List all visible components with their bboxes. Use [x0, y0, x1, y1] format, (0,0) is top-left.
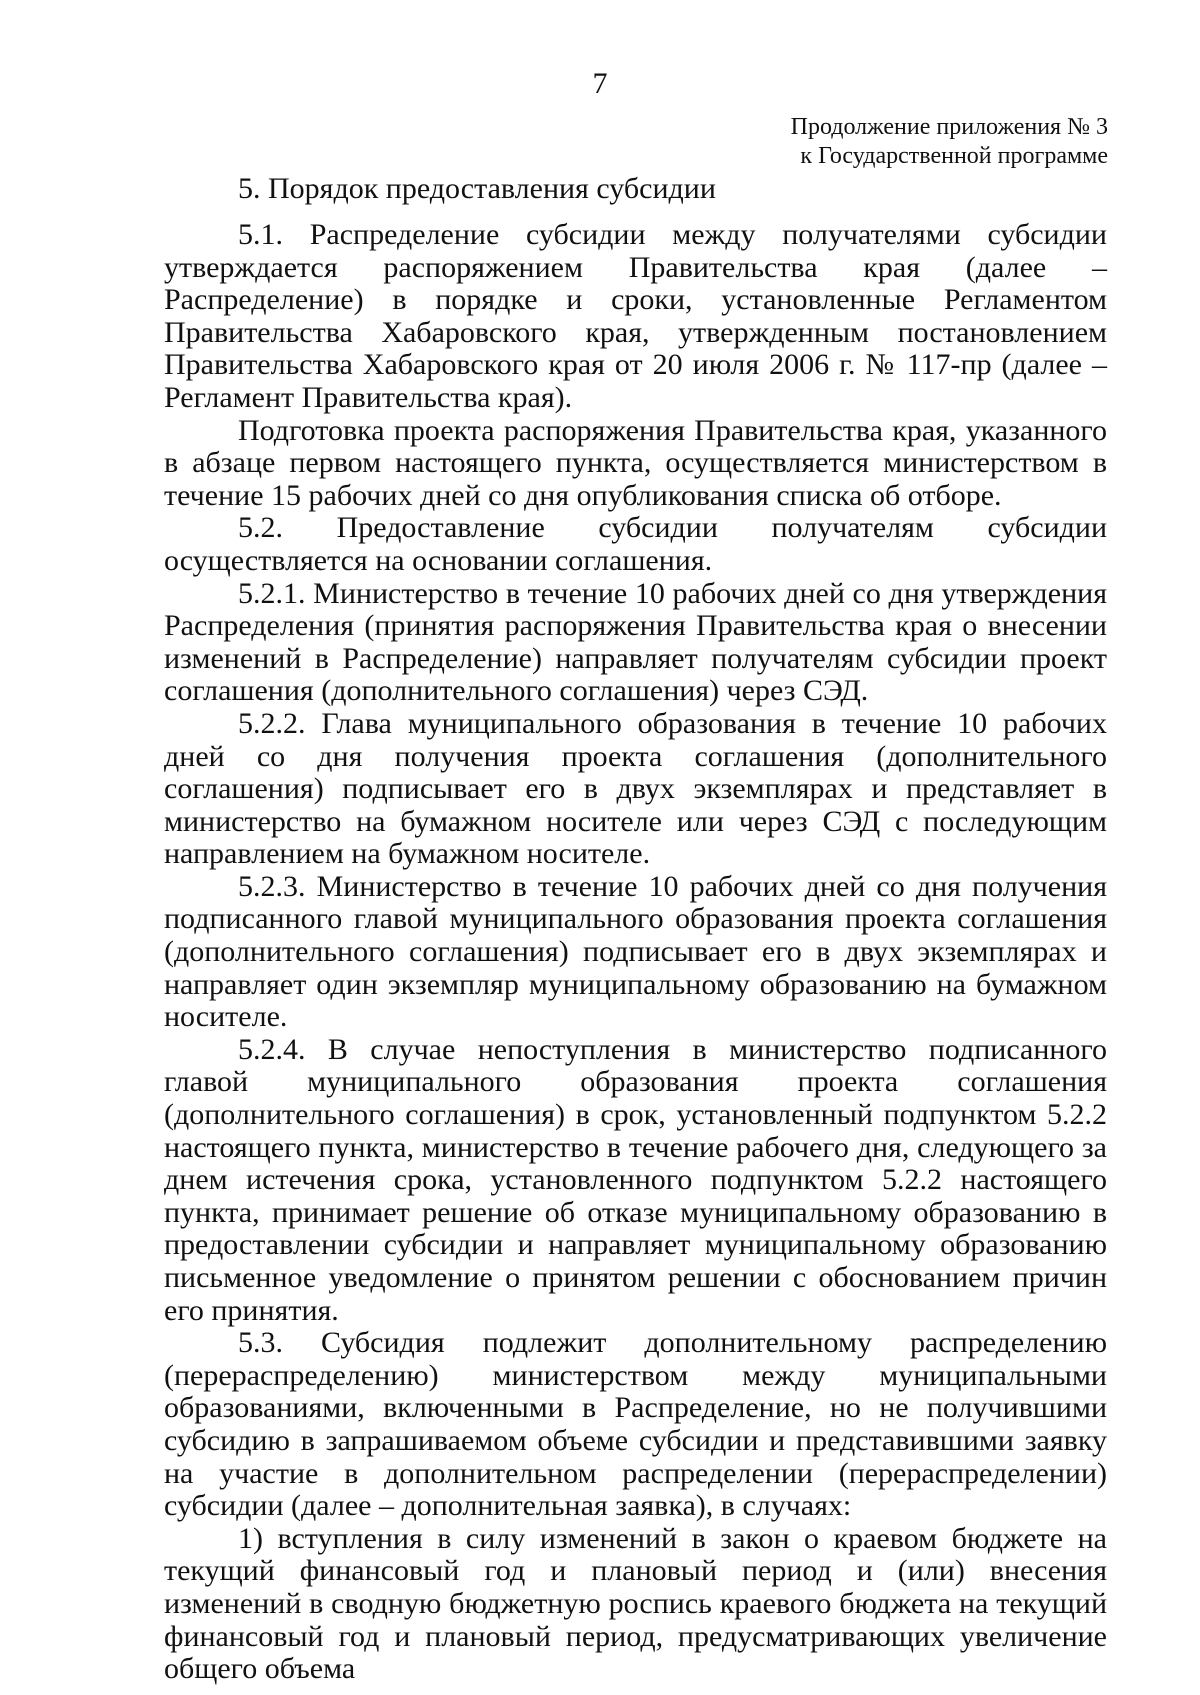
document-body — [164, 219, 1107, 1686]
paragraph-5-2-4: 5.2.4. В случае непоступления в министерство подписанного главой муниципального образования проекта соглашения (дополнительного соглашения) в срок, установленный подпунктом 5.2.2 настоящего пункта, министерство в течение рабочего дня, следующего за днем истечения срока, установленного подпунктом 5.2.2 настоящего пункта, принимает решение об отказе муниципальному образованию в предоставлении субсидии и направляет муниципальному образованию письменное уведомление о принятом решении с обоснованием причин его принятия. — [164, 1032, 1107, 1327]
paragraph-5-1-preparation: Подготовка проекта распоряжения Правительства края, указанного в абзаце первом настоящего пункта, осуществляется министерством в течение 15 рабочих дней со дня опубликования списка об отборе. — [164, 413, 1107, 512]
appendix-note-line-1: Продолжение приложения № 3 — [790, 114, 1108, 140]
page-number: 7 — [592, 67, 608, 100]
paragraph-5-3-item-1: 1) вступления в силу изменений в закон о краевом бюджете на текущий финансовый год и плановый период и (или) внесения изменений в сводную бюджетную роспись краевого бюджета на текущий финансовый год и плановый период, предусматривающих увеличение общего объема — [164, 1521, 1107, 1686]
paragraph-5-2-3: 5.2.3. Министерство в течение 10 рабочих дней со дня получения подписанного главой муниципального образования проекта соглашения (дополнительного соглашения) подписывает его в двух экземплярах и направляет один экземпляр муниципальному образованию на бумажном носителе. — [164, 869, 1107, 1034]
paragraph-5-2-2: 5.2.2. Глава муниципального образования в течение 10 рабочих дней со дня получения проекта соглашения (дополнительного соглашения) подписывает его в двух экземплярах и представляет в министерство на бумажном носителе или через СЭД с последующим направлением на бумажном носителе. — [164, 706, 1107, 871]
paragraph-5-1: 5.1. Распределение субсидии между получателями субсидии утверждается распоряжением Правительства края (далее – Распределение) в порядке и сроки, установленные Регламентом Правительства Хабаровского края, утвержденным постановлением Правительства Хабаровского края от 20 июля 2006 г. № 117-пр (далее – Регламент Правительства края). — [164, 218, 1107, 414]
section-title: 5. Порядок предоставления субсидии — [238, 172, 716, 205]
appendix-note — [791, 113, 1108, 171]
paragraph-5-3: 5.3. Субсидия подлежит дополнительному распределению (перераспределению) министерством между муниципальными образованиями, включенными в Распределение, но не получившими субсидию в запрашиваемом объеме субсидии и представившими заявку на участие в дополнительном распределении (перераспределении) субсидии (далее – дополнительная заявка), в случаях: — [164, 1326, 1107, 1523]
paragraph-5-2-1: 5.2.1. Министерство в течение 10 рабочих дней со дня утверждения Распределения (принятия распоряжения Правительства края о внесении изменений в Распределение) направляет получателям субсидии проект соглашения (дополнительного соглашения) через СЭД. — [164, 576, 1107, 708]
paragraph-5-2: 5.2. Предоставление субсидии получателям субсидии осуществляется на основании соглашения. — [164, 511, 1107, 577]
appendix-note-line-2: к Государственной программе — [800, 143, 1108, 169]
